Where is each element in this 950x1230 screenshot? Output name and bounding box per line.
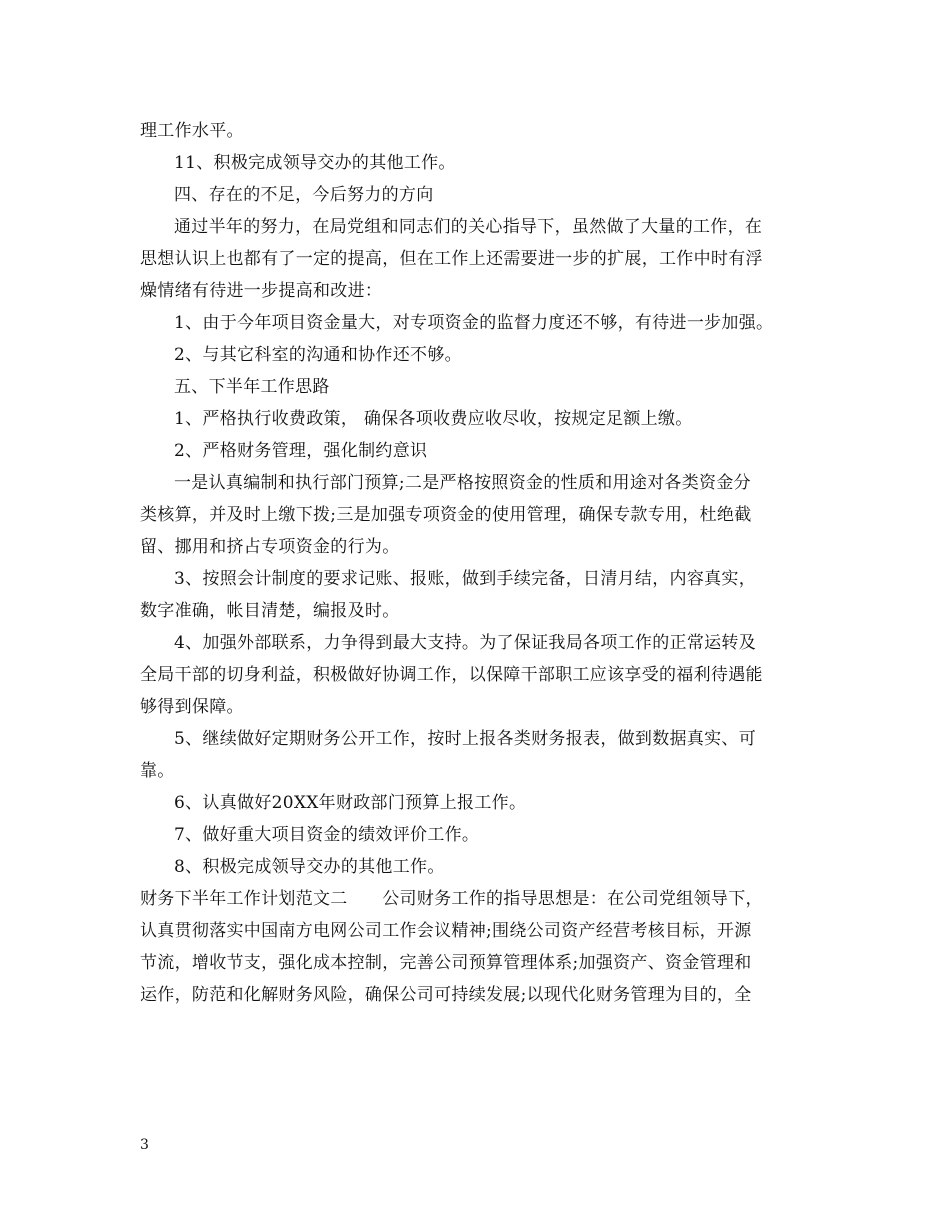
paragraph-line: 3、按照会计制度的要求记账、报账，做到手续完备，日清月结，内容真实，: [174, 569, 757, 589]
paragraph-line: 数字准确，帐目清楚，编报及时。: [140, 601, 400, 621]
paragraph-line: 运作，防范和化解财务风险，确保公司可持续发展;以现代化财务管理为目的，全: [140, 985, 752, 1005]
paragraph-line: 5、继续做好定期财务公开工作，按时上报各类财务报表，做到数据真实、可: [174, 729, 757, 749]
paragraph-line: 2、严格财务管理，强化制约意识: [174, 441, 428, 461]
paragraph-line: 四、存在的不足，今后努力的方向: [174, 185, 434, 205]
paragraph-line: 留、挪用和挤占专项资金的行为。: [140, 537, 400, 557]
paragraph-line: 全局干部的切身利益，积极做好协调工作，以保障干部职工应该享受的福利待遇能: [140, 665, 763, 685]
paragraph-line: 节流，增收节支，强化成本控制，完善公司预算管理体系;加强资产、资金管理和: [140, 953, 752, 973]
paragraph-line: 4、加强外部联系，力争得到最大支持。为了保证我局各项工作的正常运转及: [174, 633, 757, 653]
paragraph-line: 够得到保障。: [140, 697, 244, 717]
paragraph-line: 6、认真做好20XX年财政部门预算上报工作。: [174, 793, 527, 813]
paragraph-line: 1、由于今年项目资金量大，对专项资金的监督力度还不够，有待进一步加强。: [174, 313, 774, 333]
document-body: [140, 115, 812, 1011]
paragraph-line: 一是认真编制和执行部门预算;二是严格按照资金的性质和用途对各类资金分: [174, 473, 751, 493]
paragraph-line: 财务下半年工作计划范文二 公司财务工作的指导思想是：在公司党组领导下，: [140, 889, 763, 909]
paragraph-line: 认真贯彻落实中国南方电网公司工作会议精神;围绕公司资产经营考核目标，开源: [140, 921, 752, 941]
paragraph-line: 理工作水平。: [140, 121, 244, 141]
paragraph-line: 1、严格执行收费政策， 确保各项收费应收尽收，按规定足额上缴。: [174, 409, 693, 429]
paragraph-line: 燥情绪有待进一步提高和改进：: [140, 281, 383, 301]
paragraph-line: 类核算，并及时上缴下拨;三是加强专项资金的使用管理，确保专款专用，杜绝截: [140, 505, 752, 525]
paragraph-line: 11、积极完成领导交办的其他工作。: [174, 153, 456, 173]
paragraph-line: 靠。: [140, 761, 175, 781]
paragraph-line: 2、与其它科室的沟通和协作还不够。: [174, 345, 462, 365]
paragraph-line: 五、下半年工作思路: [174, 377, 330, 397]
paragraph-line: 通过半年的努力，在局党组和同志们的关心指导下，虽然做了大量的工作，在: [174, 217, 763, 237]
page-number: 3: [140, 1137, 149, 1153]
paragraph-line: 8、积极完成领导交办的其他工作。: [174, 857, 445, 877]
paragraph-line: 7、做好重大项目资金的绩效评价工作。: [174, 825, 480, 845]
paragraph-line: 思想认识上也都有了一定的提高，但在工作上还需要进一步的扩展，工作中时有浮: [140, 249, 763, 269]
